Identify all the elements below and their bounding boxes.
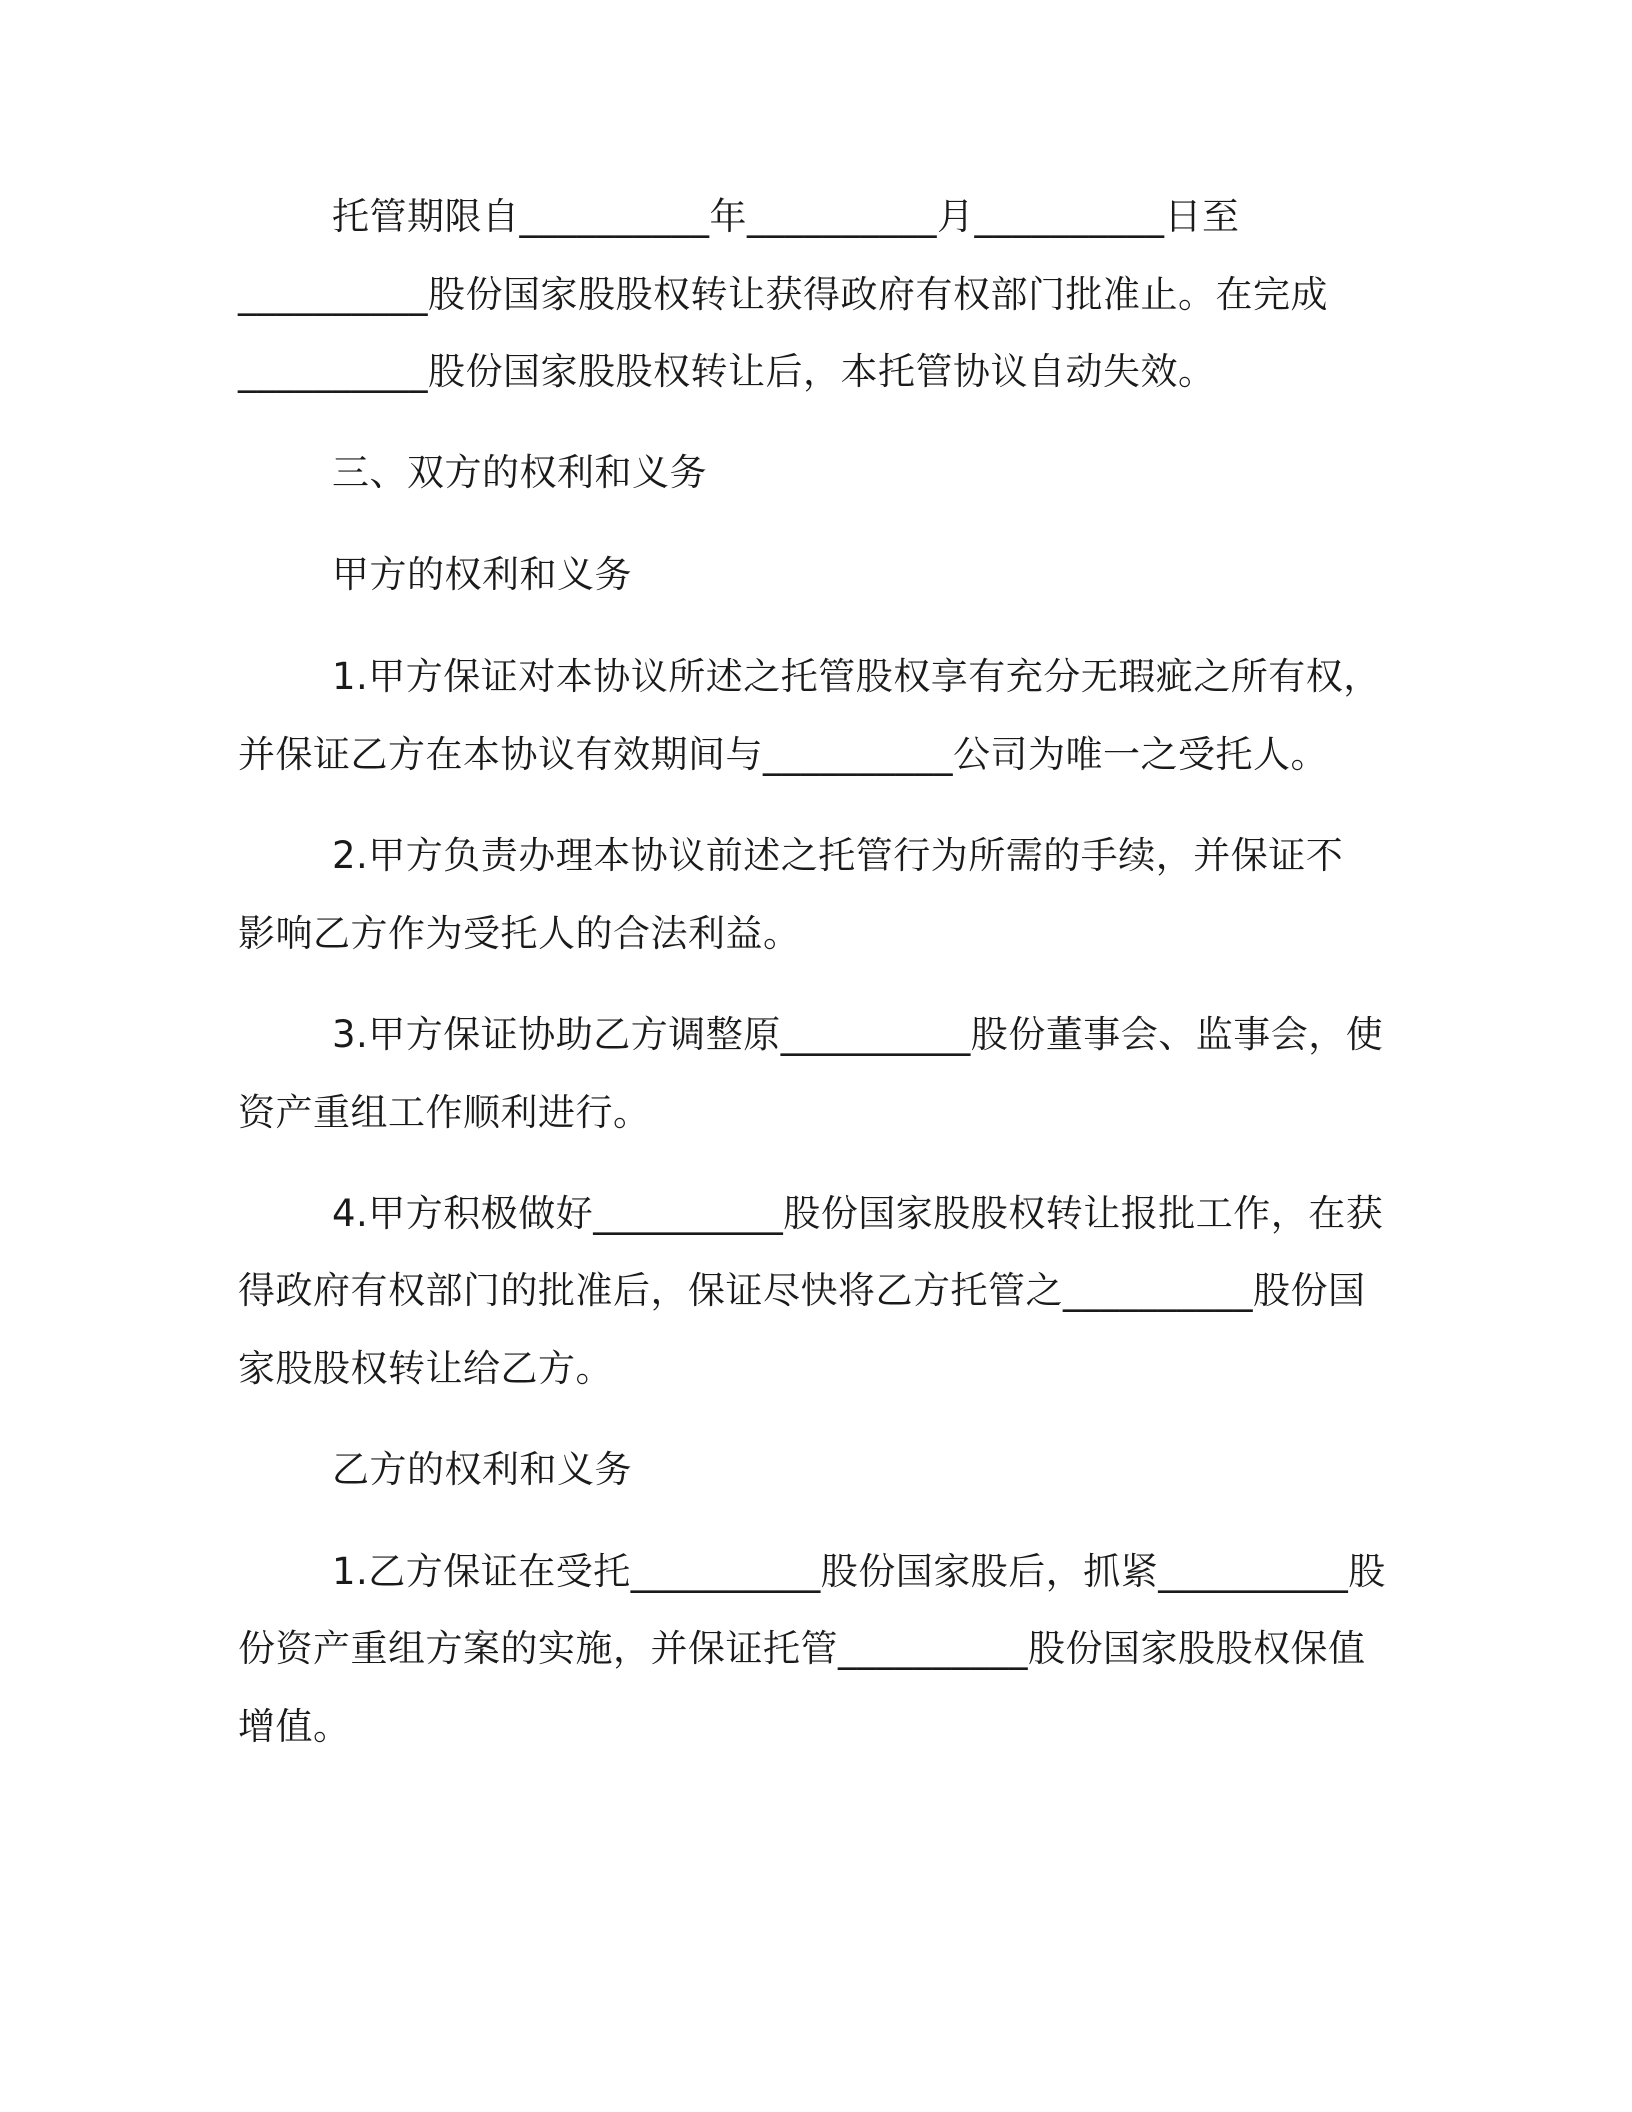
party-b-item-1-line-2: 份资产重组方案的实施，并保证托管__________股份国家股股权保值 [238, 1627, 1366, 1670]
subheading-party-a: 甲方的权利和义务 [332, 553, 632, 596]
party-a-item-4-line-2: 得政府有权部门的批准后，保证尽快将乙方托管之__________股份国 [238, 1269, 1366, 1312]
party-a-item-1-line-1: 1.甲方保证对本协议所述之托管股权享有充分无瑕疵之所有权， [332, 655, 1381, 698]
term-line-3: __________股份国家股股权转让后，本托管协议自动失效。 [238, 350, 1216, 393]
subheading-party-b: 乙方的权利和义务 [332, 1448, 632, 1491]
party-a-item-3-line-2: 资产重组工作顺利进行。 [238, 1091, 651, 1134]
party-a-item-3-line-1: 3.甲方保证协助乙方调整原__________股份董事会、监事会，使 [332, 1013, 1384, 1056]
party-a-item-2-line-2: 影响乙方作为受托人的合法利益。 [238, 912, 801, 955]
term-line-1: 托管期限自__________年__________月__________日至 [332, 195, 1240, 238]
party-b-item-1-line-3: 增值。 [238, 1705, 351, 1748]
section-heading: 三、双方的权利和义务 [332, 451, 707, 494]
party-a-item-4-line-1: 4.甲方积极做好__________股份国家股股权转让报批工作，在获 [332, 1192, 1384, 1235]
party-a-item-4-line-3: 家股股权转让给乙方。 [238, 1347, 613, 1390]
party-a-item-1-line-2: 并保证乙方在本协议有效期间与__________公司为唯一之受托人。 [238, 733, 1328, 776]
party-a-item-2-line-1: 2.甲方负责办理本协议前述之托管行为所需的手续，并保证不 [332, 834, 1344, 877]
party-b-item-1-line-1: 1.乙方保证在受托__________股份国家股后，抓紧__________股 [332, 1550, 1386, 1593]
term-line-2: __________股份国家股股权转让获得政府有权部门批准止。在完成 [238, 273, 1328, 316]
